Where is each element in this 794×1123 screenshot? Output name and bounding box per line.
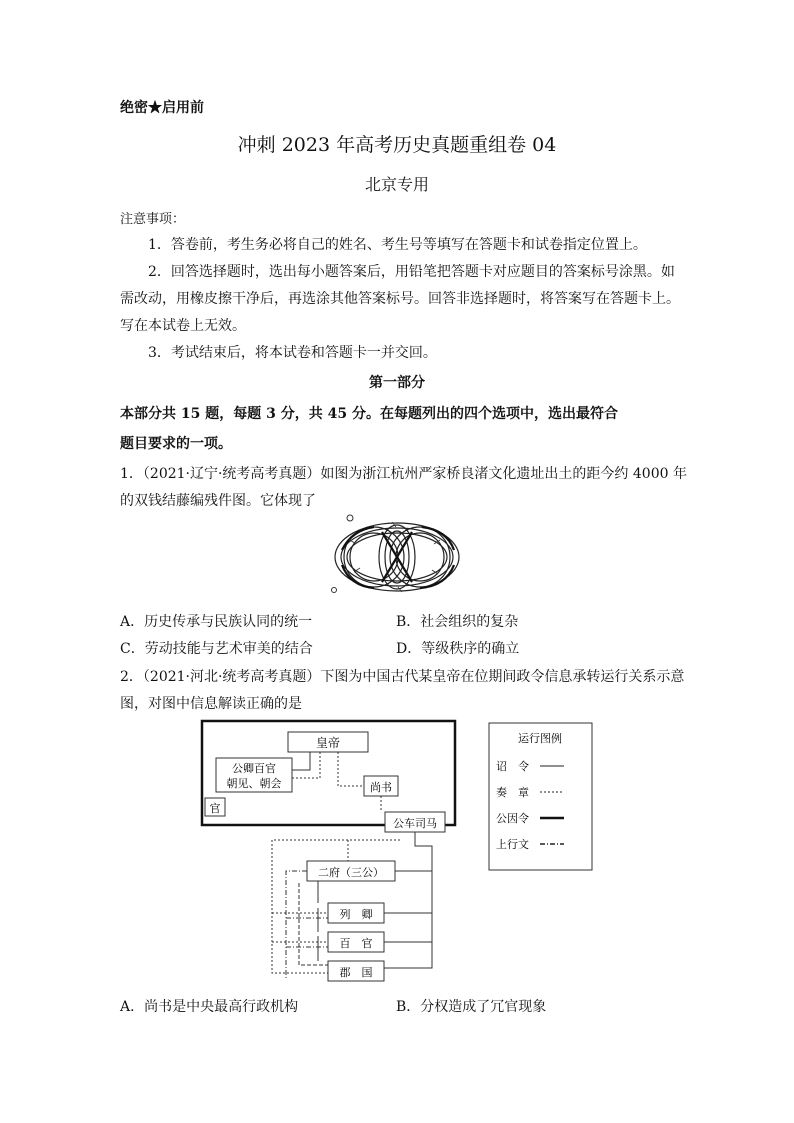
- confidential-mark: 绝密★启用前: [120, 100, 204, 116]
- q2-diagram: [200, 718, 610, 990]
- q1-stem-line2: 的双钱结藤编残件图。它体现了: [120, 493, 316, 509]
- junguo-label: 郡 国: [339, 966, 373, 979]
- q1-option-d: D．等级秩序的确立: [396, 641, 520, 657]
- q1-option-a: A．历史传承与民族认同的统一: [120, 614, 313, 630]
- q1-option-b: B．社会组织的复杂: [396, 614, 519, 630]
- legend-upward-label: 上行文: [496, 838, 529, 851]
- part-title: 第一部分: [369, 375, 425, 391]
- notice-item-2-cont: 需改动，用橡皮擦干净后，再选涂其他答案标号。回答非选择题时，将答案写在答题卡上。: [120, 291, 680, 307]
- legend-edict-label: 诏 令: [496, 760, 529, 773]
- q1-option-c: C．劳动技能与艺术审美的结合: [120, 641, 313, 657]
- baiguan-label: 百 官: [339, 937, 373, 950]
- shangshu-label: 尚书: [370, 781, 392, 794]
- officials-label-1: 公卿百官: [232, 762, 276, 775]
- palace-mark-label: 官: [209, 802, 221, 815]
- q2-option-a: A．尚书是中央最高行政机构: [120, 999, 299, 1015]
- notice-item-2-end: 写在本试卷上无效。: [120, 318, 246, 334]
- exam-subtitle: 北京专用: [364, 175, 429, 194]
- part-instruction-1: 本部分共 15 题，每题 3 分，共 45 分。在每题列出的四个选项中，选出最符合: [120, 406, 618, 422]
- gongche-label: 公车司马: [393, 817, 437, 830]
- q2-stem-line2: 图，对图中信息解读正确的是: [120, 696, 302, 712]
- emperor-label: 皇帝: [315, 736, 341, 750]
- erfu-label: 二府（三公）: [318, 866, 384, 879]
- legend-title: 运行图例: [518, 732, 562, 745]
- part-instruction-2: 题目要求的一项。: [120, 436, 232, 452]
- q2-stem-line1: 2．（2021·河北·统考高考真题）下图为中国古代某皇帝在位期间政令信息承转运行关系示意: [120, 669, 685, 685]
- knot-artifact-image: [322, 510, 472, 605]
- exam-title: 冲刺 2023 年高考历史真题重组卷 04: [237, 134, 557, 156]
- notice-item-3: 3．考试结束后，将本试卷和答题卡一并交回。: [148, 345, 437, 361]
- officials-label-2: 朝见、朝会: [226, 777, 282, 790]
- notice-heading: 注意事项：: [120, 212, 186, 227]
- legend-order-label: 公因令: [496, 812, 529, 825]
- q2-option-b: B．分权造成了冗官现象: [396, 999, 547, 1015]
- notice-item-2: 2．回答选择题时，选出每小题答案后，用铅笔把答题卡对应题目的答案标号涂黑。如: [148, 264, 675, 280]
- legend-memorial-label: 奏 章: [496, 786, 529, 799]
- notice-item-1: 1．答卷前，考生务必将自己的姓名、考生号等填写在答题卡和试卷指定位置上。: [148, 237, 647, 253]
- qing-label: 列 卿: [339, 908, 373, 921]
- q1-stem-line1: 1．（2021·辽宁·统考高考真题）如图为浙江杭州严家桥良渚文化遗址出土的距今约 4000 年: [120, 466, 687, 482]
